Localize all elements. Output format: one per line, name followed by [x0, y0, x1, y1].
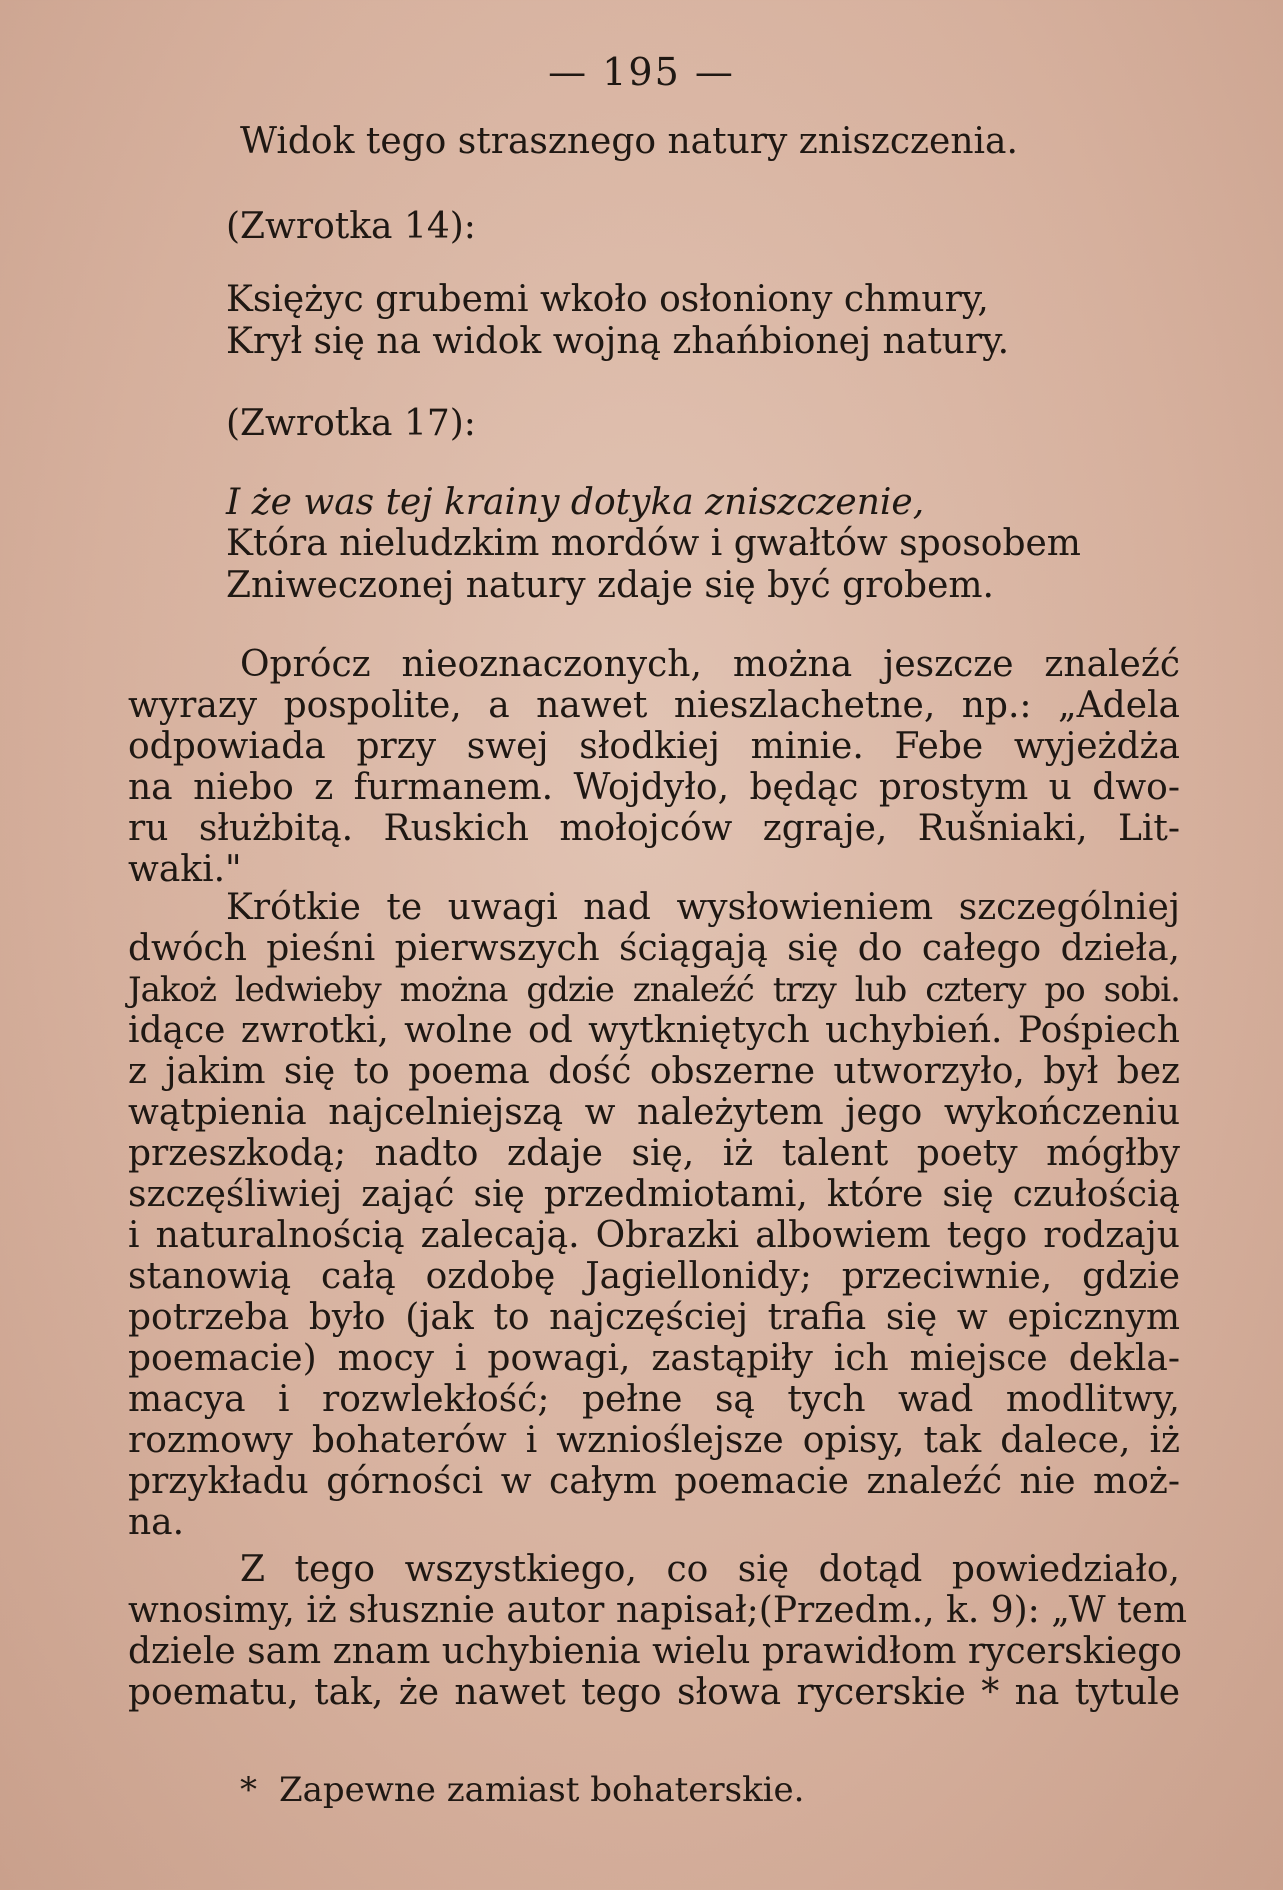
text-line: poematu, tak, że nawet tego słowa rycerskie * na tytule [128, 1672, 1180, 1713]
text-line: na. [128, 1502, 185, 1543]
page-number: — 195 — [548, 50, 735, 94]
verse-line: Krył się na widok wojną zhańbionej natury. [226, 321, 1010, 362]
verse-line-text: I że was tej krainy dotyka zniszczenie, [226, 482, 925, 523]
text-line: Krótkie te uwagi nad wysłowieniem szczególniej [226, 887, 1180, 928]
verse-line: (Zwrotka 17): [226, 403, 476, 444]
text-line: wnosimy, iż słusznie autor napisał;(Przedm., k. 9): „W tem [128, 1590, 1187, 1631]
text-line: na niebo z furmanem. Wojdyło, będąc prostym u dwo- [128, 767, 1180, 808]
footnote-mark: * [240, 1770, 257, 1810]
text-line: przeszkodą; nadto zdaje się, iż talent poety mógłby [128, 1133, 1180, 1174]
text-line: stanowią całą ozdobę Jagiellonidy; przeciwnie, gdzie [128, 1256, 1180, 1297]
text-line: wyrazy pospolite, a nawet nieszlachetne, np.: „Adela [128, 685, 1180, 726]
text-line: wątpienia najcelniejszą w należytem jego wykończeniu [128, 1092, 1180, 1133]
text-line: Z tego wszystkiego, co się dotąd powiedziało, [240, 1549, 1180, 1590]
text-line: dwóch pieśni pierwszych ściągają się do całego dzieła, [128, 928, 1180, 969]
text-line: rozmowy bohaterów i wznioślejsze opisy, tak dalece, iż [128, 1420, 1180, 1461]
text-line: Jakoż ledwieby można gdzie znaleźć trzy lub cztery po sobi. [128, 970, 1180, 1010]
text-line: ru służbitą. Ruskich mołojców zgraje, Rušniaki, Lit- [128, 808, 1180, 849]
text-line: i naturalnością zalecają. Obrazki albowiem tego rodzaju [128, 1215, 1180, 1256]
text-line: potrzeba było (jak to najczęściej trafia się w epicznym [128, 1297, 1180, 1338]
text-line: z jakim się to poema dość obszerne utworzyło, był bez [128, 1051, 1180, 1092]
text-line: poemacie) mocy i powagi, zastąpiły ich miejsce dekla- [128, 1338, 1180, 1379]
verse-line: Księżyc grubemi wkoło osłoniony chmury, [226, 279, 989, 320]
text-line: dziele sam znam uchybienia wielu prawidłom rycerskiego [128, 1631, 1182, 1672]
text-line: idące zwrotki, wolne od wytkniętych uchybień. Pośpiech [128, 1010, 1180, 1051]
text-line: waki." [128, 849, 242, 890]
footnote [240, 1770, 805, 1810]
text-line: Oprócz nieoznaczonych, można jeszcze znaleźć [240, 644, 1180, 685]
footnote-text: Zapewne zamiast bohaterskie. [279, 1770, 805, 1810]
text-line: przykładu górności w całym poemacie znaleźć nie moż- [128, 1461, 1180, 1502]
verse-line [226, 483, 1278, 523]
verse-line: Widok tego strasznego natury zniszczenia. [240, 121, 1018, 162]
verse-line: Która nieludzkim mordów i gwałtów sposobem [226, 523, 1081, 564]
text-line: odpowiada przy swej słodkiej minie. Febe wyjeżdża [128, 726, 1180, 767]
text-line: szczęśliwiej zająć się przedmiotami, które się czułością [128, 1174, 1180, 1215]
verse-line: Zniweczonej natury zdaje się być grobem. [226, 565, 994, 606]
verse-line: (Zwrotka 14): [226, 206, 476, 247]
text-line: macya i rozwlekłość; pełne są tych wad modlitwy, [128, 1379, 1180, 1420]
